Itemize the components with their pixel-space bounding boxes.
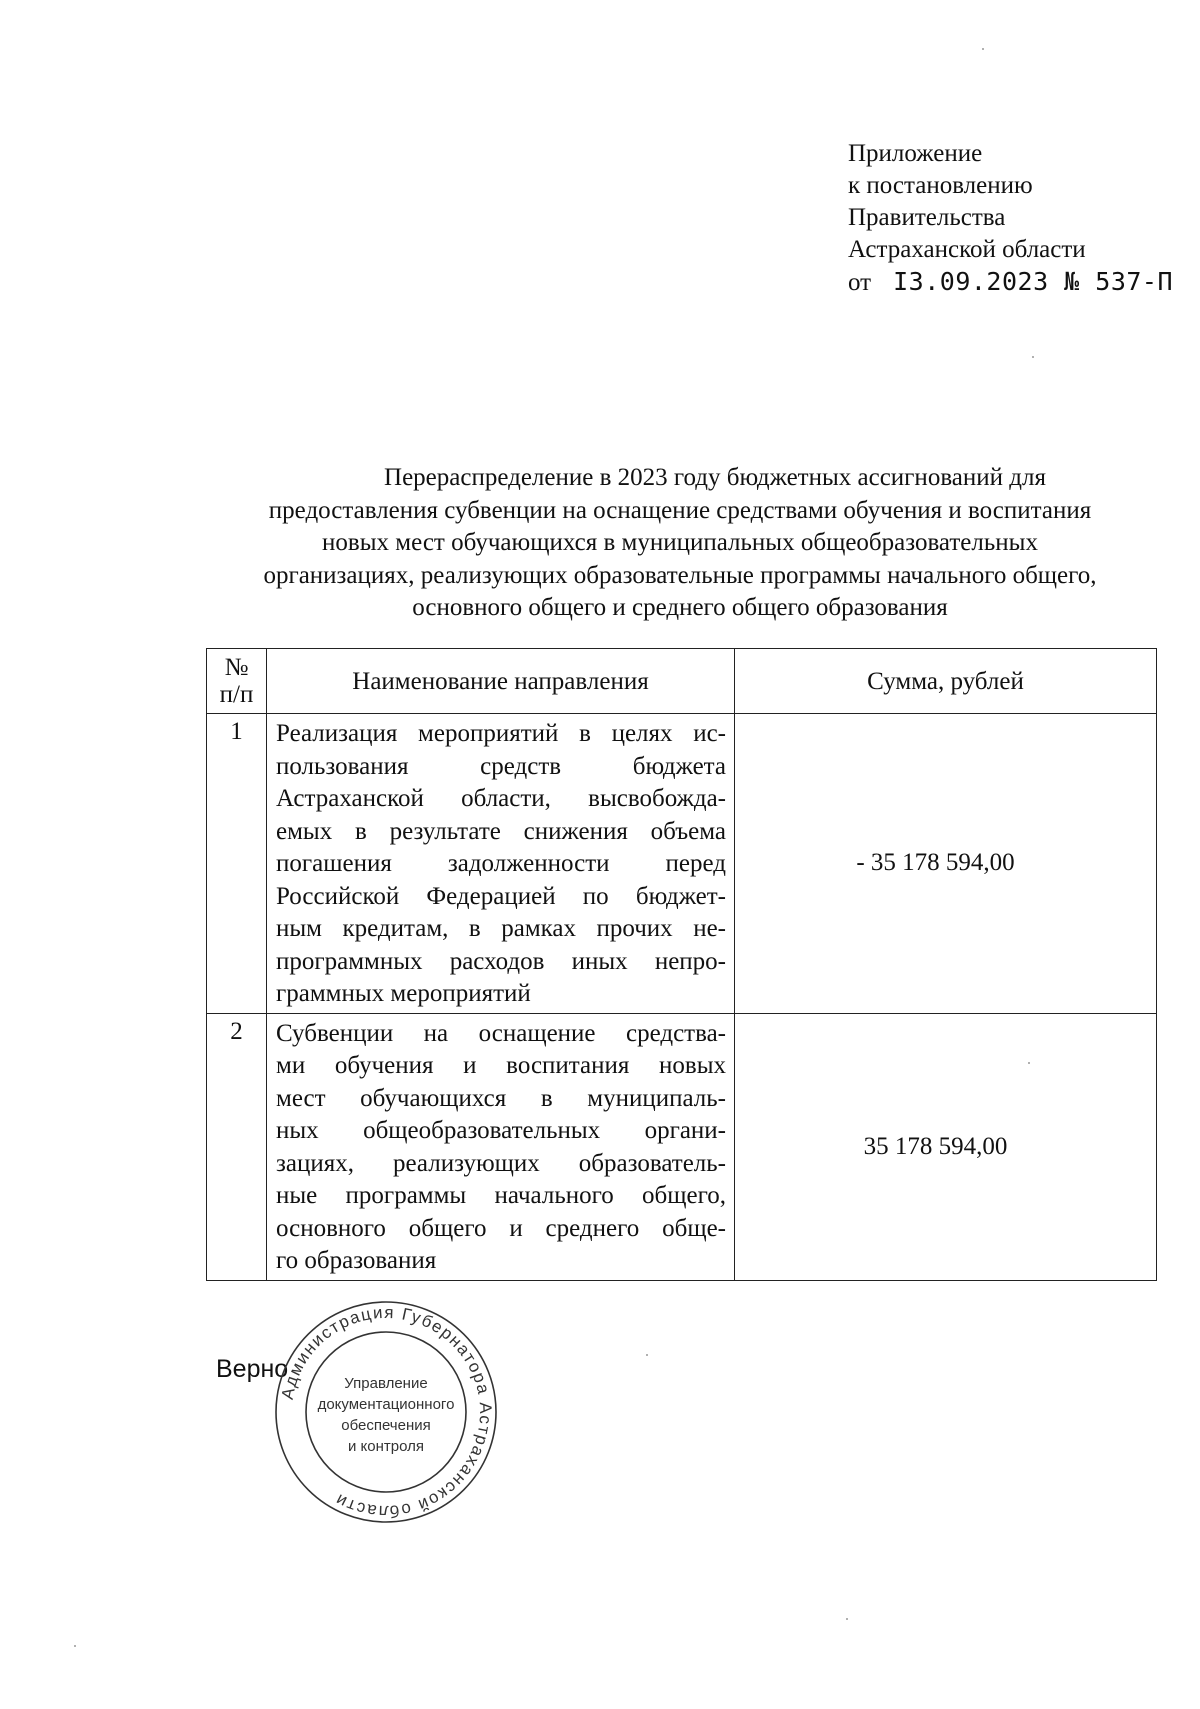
seal-inner-line: документационного bbox=[317, 1396, 455, 1413]
row-name-line: основного общего и среднего обще- bbox=[276, 1214, 726, 1242]
document-title bbox=[200, 462, 1160, 625]
allocation-table bbox=[206, 648, 1157, 1281]
row-sum: 35 178 594,00 bbox=[735, 1013, 1157, 1280]
row-name-line: Субвенции на оснащение средства- bbox=[276, 1019, 726, 1047]
table-row bbox=[207, 714, 1157, 1014]
table-row bbox=[207, 1013, 1157, 1280]
scan-speck bbox=[1032, 356, 1034, 358]
appendix-line: Астраханской области bbox=[848, 236, 1086, 263]
title-line: Перераспределение в 2023 году бюджетных ассигнований для bbox=[384, 464, 1046, 491]
row-name-line: Астраханской области, высвобожда- bbox=[276, 785, 726, 812]
row-name-line: зациях, реализующих образователь- bbox=[276, 1149, 726, 1177]
header-number-symbol: № bbox=[224, 654, 249, 681]
header-number bbox=[207, 649, 267, 714]
row-name-line: граммных мероприятий bbox=[276, 980, 531, 1007]
title-line: предоставления субвенции на оснащение средствами обучения и воспитания bbox=[268, 496, 1092, 524]
scan-speck bbox=[646, 1354, 648, 1356]
row-name-line: программных расходов иных непро- bbox=[276, 947, 726, 975]
row-name bbox=[267, 714, 735, 1014]
allocation-table-grid bbox=[206, 648, 1157, 1281]
scan-speck bbox=[846, 1618, 848, 1620]
appendix-date-line bbox=[848, 266, 1173, 299]
date-number-stamp: I3.09.2023 № 537-П bbox=[893, 267, 1174, 296]
official-seal-stamp bbox=[272, 1298, 500, 1526]
table-header-row bbox=[207, 649, 1157, 714]
row-name-line: ные программы начального общего, bbox=[276, 1182, 726, 1209]
title-line: основного общего и среднего общего образования bbox=[412, 594, 948, 621]
header-number-abbr: п/п bbox=[219, 681, 254, 708]
row-name-line: мест обучающихся в муниципаль- bbox=[276, 1084, 726, 1112]
appendix-line: к постановлению bbox=[848, 172, 1033, 199]
seal-outer-text: Администрация Губернатора Астраханской области bbox=[277, 1302, 496, 1522]
row-number: 2 bbox=[207, 1013, 267, 1280]
seal-inner-line: Управление bbox=[344, 1375, 428, 1392]
row-name-line: емых в результате снижения объема bbox=[276, 817, 726, 845]
header-sum: Сумма, рублей bbox=[735, 649, 1157, 714]
row-name-line: ных общеобразовательных органи- bbox=[276, 1117, 726, 1144]
row-name-line: ным кредитам, в рамках прочих не- bbox=[276, 915, 726, 942]
row-name-line: Российской Федерацией по бюджет- bbox=[276, 882, 726, 910]
header-name: Наименование направления bbox=[267, 649, 735, 714]
row-number: 1 bbox=[207, 714, 267, 1014]
title-line: организациях, реализующих образовательные программы начального общего, bbox=[263, 561, 1097, 589]
scan-speck bbox=[74, 1645, 76, 1647]
row-name-line: Реализация мероприятий в целях ис- bbox=[276, 720, 726, 747]
title-line: новых мест обучающихся в муниципальных общеобразовательных bbox=[322, 529, 1038, 556]
row-name-line: го образования bbox=[276, 1247, 437, 1274]
appendix-line: Приложение bbox=[848, 140, 983, 167]
row-name-line: погашения задолженности перед bbox=[276, 850, 726, 877]
seal-inner-line: обеспечения bbox=[341, 1417, 431, 1434]
appendix-line: Правительства bbox=[848, 204, 1006, 231]
scan-speck bbox=[1028, 1062, 1030, 1064]
row-name-line: ми обучения и воспитания новых bbox=[276, 1052, 726, 1079]
certification-verno: Верно bbox=[216, 1355, 289, 1383]
row-sum: - 35 178 594,00 bbox=[735, 714, 1157, 1014]
row-name-line: пользования средств бюджета bbox=[276, 752, 726, 780]
seal-inner-line: и контроля bbox=[347, 1438, 425, 1455]
scan-speck bbox=[982, 48, 984, 50]
row-name bbox=[267, 1013, 735, 1280]
appendix-reference bbox=[848, 138, 1173, 299]
date-prefix: от bbox=[848, 269, 872, 296]
